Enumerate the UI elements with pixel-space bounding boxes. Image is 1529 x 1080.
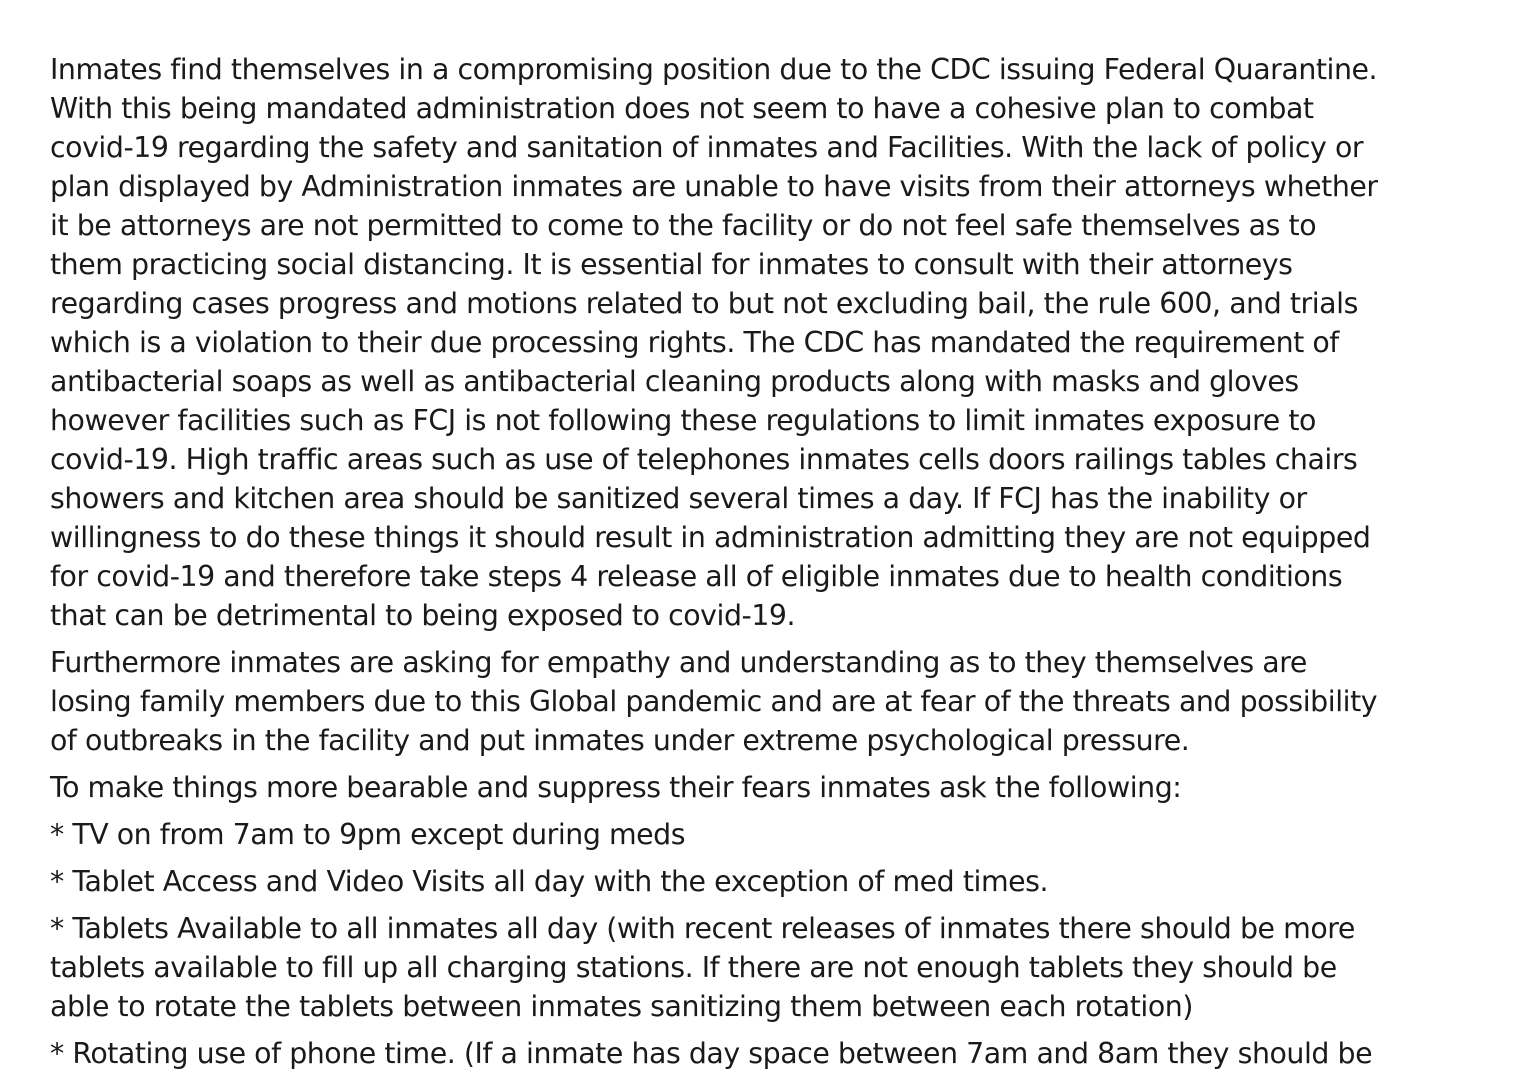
text-line: covid-19. High traffic areas such as use of telephones inmates cells doors railings tables chairs [50,443,1358,476]
text-line: Furthermore inmates are asking for empathy and understanding as to they themselves are [50,646,1307,679]
text-line: * Tablets Available to all inmates all day (with recent releases of inmates there should be more [50,912,1355,945]
text-line: * Rotating use of phone time. (If a inmate has day space between 7am and 8am they should be [50,1037,1373,1070]
text-line: them practicing social distancing. It is essential for inmates to consult with their attorneys [50,248,1293,281]
text-line: With this being mandated administration does not seem to have a cohesive plan to combat [50,92,1314,125]
text-line: which is a violation to their due processing rights. The CDC has mandated the requirement of [50,326,1339,359]
text-line: plan displayed by Administration inmates are unable to have visits from their attorneys whether [50,170,1378,203]
text-line: * Tablet Access and Video Visits all day with the exception of med times. [50,865,1049,898]
document-body [50,50,1490,1073]
text-line: willingness to do these things it should result in administration admitting they are not equipped [50,521,1371,554]
text-line: antibacterial soaps as well as antibacterial cleaning products along with masks and gloves [50,365,1299,398]
text-line: of outbreaks in the facility and put inmates under extreme psychological pressure. [50,724,1190,757]
text-line: for covid-19 and therefore take steps 4 release all of eligible inmates due to health conditions [50,560,1343,593]
text-line: tablets available to fill up all charging stations. If there are not enough tablets they should be [50,951,1337,984]
text-line: * TV on from 7am to 9pm except during meds [50,818,686,851]
text-line: that can be detrimental to being exposed to covid-19. [50,599,796,632]
text-line: able to rotate the tablets between inmates sanitizing them between each rotation) [50,990,1193,1023]
paragraph-intro [50,768,1490,807]
text-line: covid-19 regarding the safety and sanitation of inmates and Facilities. With the lack of policy or [50,131,1364,164]
request-item-tv [50,815,1490,854]
text-line: regarding cases progress and motions related to but not excluding bail, the rule 600, and trials [50,287,1358,320]
text-line: however facilities such as FCJ is not following these regulations to limit inmates exposure to [50,404,1316,437]
paragraph-quarantine-concerns [50,50,1490,635]
request-item-phone-time [50,1034,1490,1073]
text-line: showers and kitchen area should be sanitized several times a day. If FCJ has the inability or [50,482,1307,515]
paragraph-empathy-request [50,643,1490,760]
text-line: Inmates find themselves in a compromising position due to the CDC issuing Federal Quarantine. [50,53,1378,86]
text-line: losing family members due to this Global pandemic and are at fear of the threats and possibility [50,685,1378,718]
text-line: it be attorneys are not permitted to come to the facility or do not feel safe themselves as to [50,209,1317,242]
request-item-tablet-access [50,862,1490,901]
text-line: To make things more bearable and suppress their fears inmates ask the following: [50,771,1182,804]
request-item-tablets-available [50,909,1490,1026]
